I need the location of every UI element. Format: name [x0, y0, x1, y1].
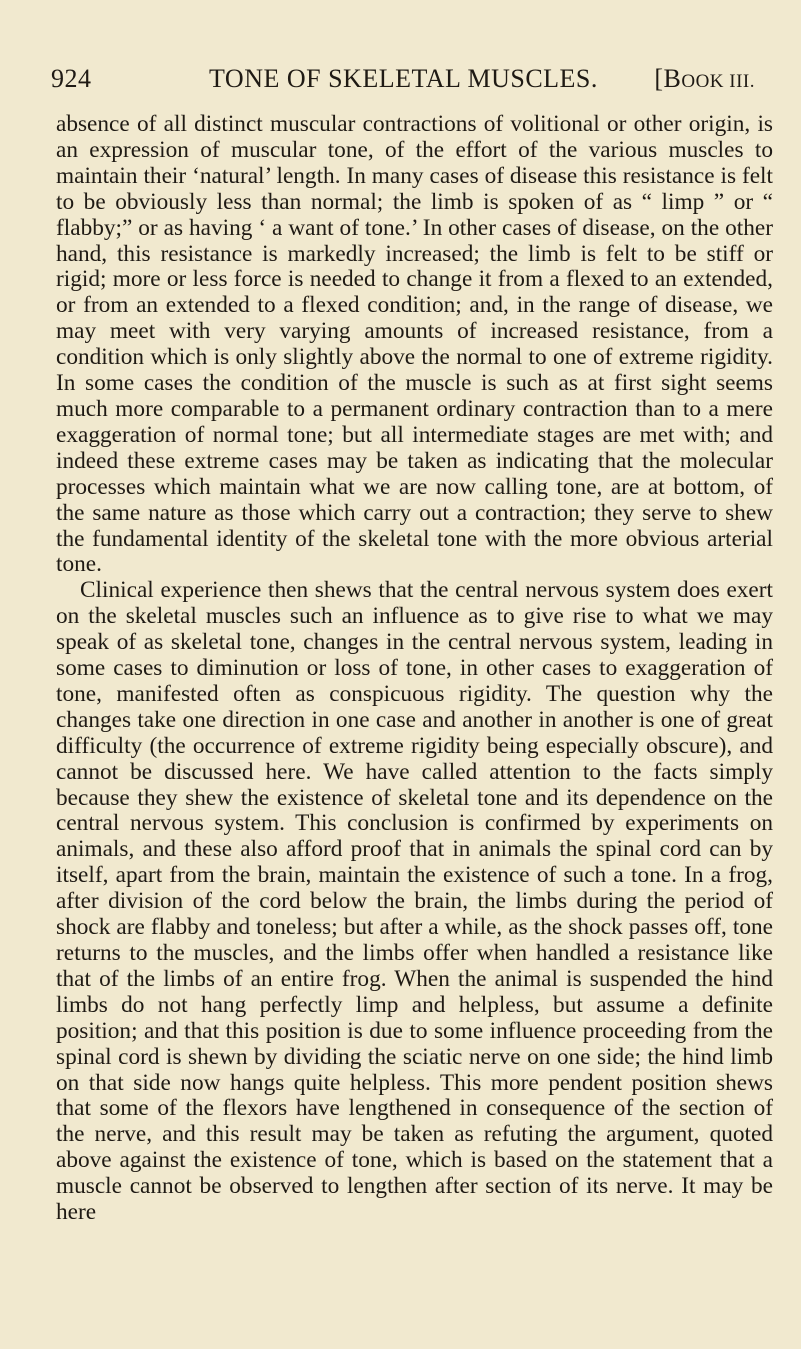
book-smallcaps: OOK III. [681, 71, 755, 92]
paragraph-2: Clinical experience then shews that the central nervous system does exert on the skeletal muscles such an influence as to give rise to what we may speak of as skeletal tone, changes in the central nervous system, leading in some cases to diminution or loss of tone, in other cases to exaggeration of tone, manifested often as conspicuous rigidity. The question why the changes take one direction in one case and another in another is one of great difficulty (the occurrence of extreme rigidity being especially obscure), and cannot be discussed here. We have called attention to the facts simply because they shew the existence of skeletal tone and its dependence on the central nervous system. This conclusion is confirmed by experiments on animals, and these also afford proof that in animals the spinal cord can by itself, apart from the brain, maintain the existence of such a tone. In a frog, after division of the cord below the brain, the limbs during the period of shock are flabby and toneless; but after a while, as the shock passes off, tone returns to the muscles, and the limbs offer when handled a resistance like that of the limbs of an entire frog. When the animal is suspended the hind limbs do not hang perfectly limp and helpless, but assume a definite position; and that this position is due to some influence proceeding from the spinal cord is shewn by dividing the sciatic nerve on one side; the hind limb on that side now hangs quite helpless. This more pendent position shews that some of the flexors have lengthened in consequence of the section of the nerve, and this result may be taken as refuting the argument, quoted above against the existence of tone, which is based on the statement that a muscle cannot be observed to lengthen after section of its nerve. It may be here [56, 577, 773, 1226]
running-header [51, 64, 755, 94]
body-text [56, 112, 773, 1226]
running-title: TONE OF SKELETAL MUSCLES. [209, 64, 598, 93]
paragraph-1: absence of all distinct muscular contractions of volitional or other origin, is an expression of muscular tone, of the effort of the various muscles to maintain their ‘natural’ length. In many cases of disease this resistance is felt to be obviously less than normal; the limb is spoken of as “ limp ” or “ flabby;” or as having ‘ a want of tone.’ In other cases of disease, on the other hand, this resistance is markedly increased; the limb is felt to be stiff or rigid; more or less force is needed to change it from a flexed to an extended, or from an extended to a flexed condition; and, in the range of disease, we may meet with very varying amounts of increased resistance, from a condition which is only slightly above the normal to one of extreme rigidity. In some cases the condition of the muscle is such as at first sight seems much more comparable to a permanent ordinary contraction than to a mere exaggeration of normal tone; but all intermediate stages are met with; and indeed these extreme cases may be taken as indicating that the molecular processes which maintain what we are now calling tone, are at bottom, of the same nature as those which carry out a contraction; they serve to shew the fundamental identity of the skeletal tone with the more obvious arterial tone. [56, 111, 773, 578]
book-reference [654, 64, 755, 94]
book-prefix: [B [654, 64, 682, 93]
page-number: 924 [51, 64, 92, 93]
